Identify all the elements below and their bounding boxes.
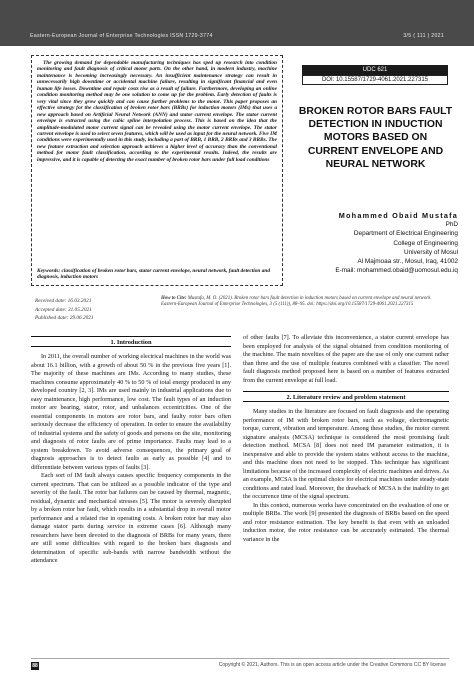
abstract-body: The growing demand for dependable manufacturing techniques has sped up research into condition monitoring and fault diagnosis of critical motor parts. On the other hand, in modern industry, machine maintenance is becoming increasingly necessary. An insufficient maintenance strategy can result in unnecessarily high downtime or accidental machine failure, resulting in significant financial and even human life losses. Downtime and repair costs rise as a result of failure. Furthermore, developing an online condition monitoring method may be one solution to come up for the problem. Early detection of faults is very vital since they grow quickly and can cause further problems to the motor. This paper proposes an effective strategy for the classification of broken rotor bars (BRBs) for induction motors (IMs) that uses a new approach based on Artificial Neural Network (ANN) and stator current envelope. The stator current envelope is extracted using the cubic spline interpolation process. This is based on the idea that the amplitude-modulated motor current signal can be revealed using the motor current envelope. The stator current envelope is used to select seven features, which will be used as input for the neural network. Five IM conditions were experimentally used in this study, including a part of BRB, 1 BRB, 2 BRBs and 3 BRBs. The new feature extraction and selection approach achieves a higher level of accuracy than the conventional method for motor fault classification, according to the experimental results. Indeed, the results are impressive, and it is capable of detecting the exact number of broken rotor bars under full load conditions: [37, 60, 277, 163]
paragraph: Many studies in the literature are focused on fault diagnosis and the operating performance of IM with broken rotor bars, such as voltage, electromagnetic torque, current, vibration and temperature. Among these studies, the motor current signature analysis (MCSA) technique is considered the most promising fault detection method. MCSA [8] does not need IM parameter estimation, it is inexpensive and able to provide the system states without access to the machine, and this machine does not need to be stopped. This technique has significant limitations because of the increased complexity of electric machines and drives. As an example, MCSA is the optimal choice for electrical machines under steady-state conditions and rated load. Moreover, the drawback of MCSA is the inability to get the occurrence time of the signal spectrum.: [243, 408, 449, 500]
paper-title: BROKEN ROTOR BARS FAULT DETECTION IN INDUCTION MOTORS BASED ON CURRENT ENVELOPE AND NEURAL NETWORK: [298, 106, 453, 170]
author-address: Al Majmoaa str., Mosul, Iraq, 41002: [357, 258, 458, 266]
doi-link[interactable]: DOI: 10.15587/1729-4061.2021.227315: [302, 75, 448, 85]
keywords: Keywords: classification of broken rotor bars, stator current envelope, neural network, fault detection and diagnosis, induction motors: [37, 268, 271, 281]
paragraph: In this context, numerous works have concentrated on the evaluation of one or multiple BRBs. The work [9] presented the diagnosis of BRBs based on the speed and rotor resistance estimation. The key benefit is that even with an unloaded induction motor, the rotor resistance can be accurately estimated. The thermal variance in the: [243, 501, 449, 543]
received-date: Received date: 16.03.2021: [35, 298, 92, 304]
literature-heading: 2. Literature review and problem statement: [243, 391, 449, 402]
citation-block: [161, 296, 446, 308]
left-column: [31, 336, 231, 566]
paragraph: In 2011, the overall number of working electrical machines in the world was about 16.1 billion, with a growth of about 50 % in the previous five years [1]. The majority of these machines are IMs. According to many studies, these machines consume approximately 40 % to 50 % of total energy produced in any developed country [2, 3]. IMs are used mainly in industrial applications due to easy maintenance, high performance, low cost. The fault types of an induction motor are bearing, stator, rotor, and unbalances eccentricities. One of the essential components in motors are rotor bars, and faulty rotor bars often seriously decrease the efficiency of operation. In order to ensure the availability of industrial systems and the safety of goods and persons on the site, monitoring and diagnosis of rotor faults are of prime importance. Faults may lead to a system breakdown. To avoid adverse consequences, the primary goal of diagnosis approaches is to detect faults as early as possible [4] and to differentiate between various types of faults [3].: [31, 353, 231, 471]
journal-name: Eastern-European Journal of Enterprise Technologies ISSN 1729-3774: [30, 33, 213, 39]
author-name: Mohammed Obaid Mustafa: [338, 211, 458, 220]
citation-text: Mustafa, M. O. (2021). Broken rotor bars fault detection in induction motors based on current envelope and neural network. Eastern-European Journal of Enterprise Technologies, 3 (5 (111)), 88–95. doi: https://doi.org/10.15587/1729-4061.2021.227315: [161, 296, 432, 308]
accepted-date: Accepted date: 31.05.2021: [35, 306, 92, 313]
introduction-body: [31, 353, 231, 566]
published-date: Published date: 29.06.2021: [35, 315, 94, 321]
copyright-notice: Copyright © 2021, Authors. This is an open access article under the Creative Commons CC BY license: [218, 662, 446, 668]
abstract-text: [37, 60, 277, 163]
footer-divider: [31, 658, 449, 659]
issue-number: 3/5 ( 111 ) 2021: [403, 33, 444, 39]
author-affiliation: [278, 220, 458, 276]
author-email[interactable]: E-mail: mohammed.obaid@uomosul.edu.iq: [335, 267, 458, 275]
page-number: 88: [32, 663, 38, 669]
citation-label: How to Cite:: [161, 296, 187, 301]
udc-label: UDC 621: [302, 65, 448, 75]
introduction-heading: 1. Introduction: [31, 336, 231, 347]
author-college: College of Engineering: [393, 239, 458, 247]
paragraph: of other faults [7]. To alleviate this inconvenience, a stator current envelope has been employed for analysis of the signal obtained from condition monitoring of the machine. The main novelties of the paper are the use of only one current rather than three and the use of multiple features combined with a classifier. The novel fault diagnosis method proposed here is based on a number of features extracted from the current envelope at full load.: [243, 334, 449, 384]
literature-body: [243, 408, 449, 544]
introduction-continued: [243, 334, 449, 385]
paragraph: Each sort of IM fault always causes specific frequency components in the current spectrum. That can be utilized as a possible indicator of the type and severity of the fault. The rotor bar failures can be caused by thermal, magnetic, residual, dynamic and mechanical stresses [5]. The motor is severely disrupted by a broken rotor bar fault, which results in a substantial drop in overall motor performance and a related rise in operating costs. A broken rotor bar may also damage stator parts during service in extreme cases [6]. Although many researchers have been devoted to the diagnosis of BRBs for many years, there are still some difficulties with regard to the broken bars diagnosis and determination of specific sub-bands with narrow bandwidth without the attendance: [31, 472, 231, 564]
journal-header-bar: [0, 0, 474, 46]
author-department: Department of Electrical Engineering: [353, 230, 458, 238]
author-degree: PhD: [445, 221, 458, 228]
article-dates: [35, 297, 94, 323]
author-university: University of Mosul: [404, 248, 458, 256]
right-column: [243, 334, 449, 544]
